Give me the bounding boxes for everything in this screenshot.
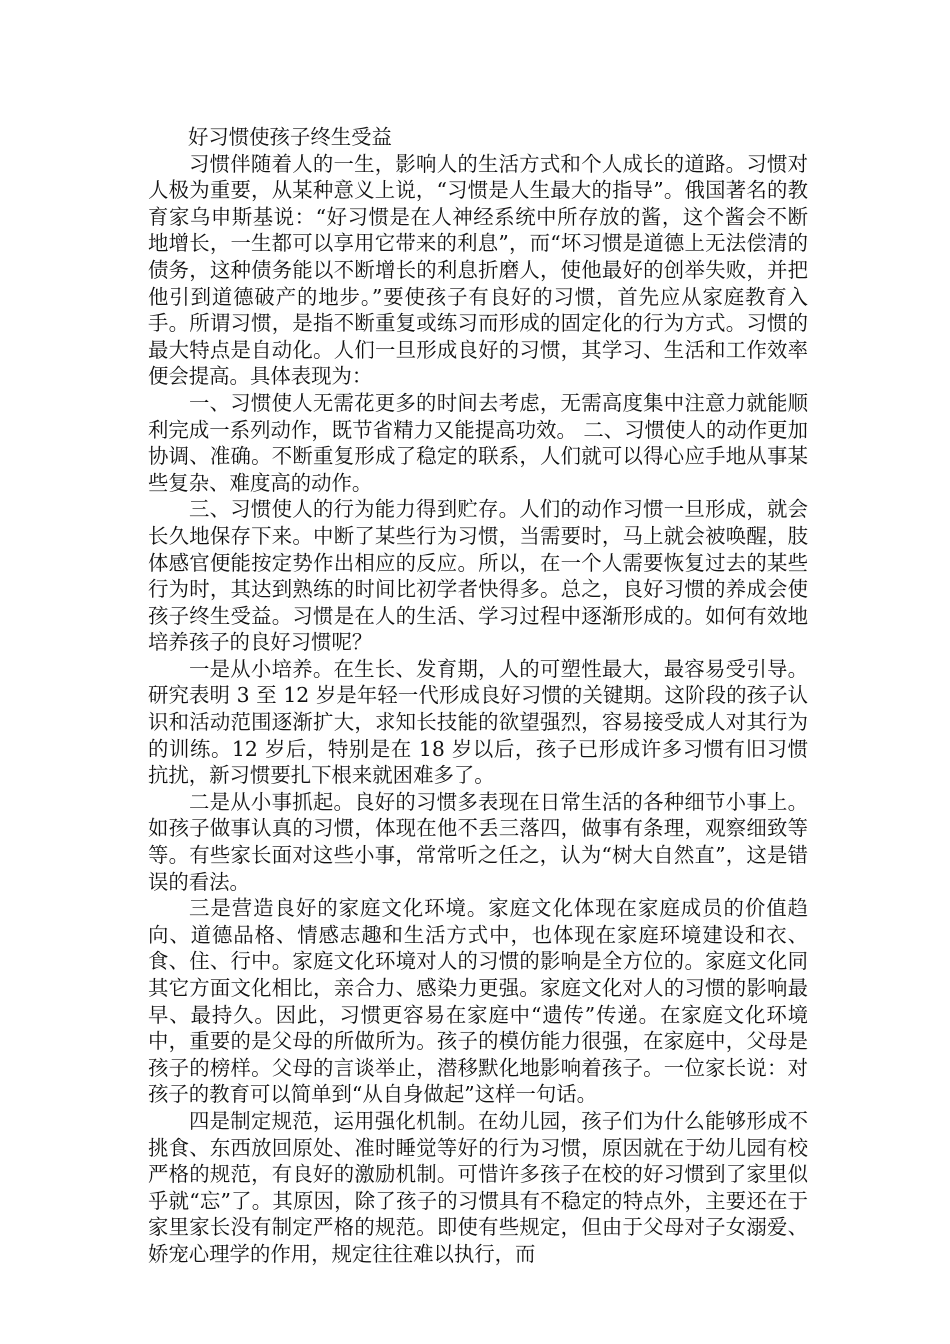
paragraph-habit-point-one-two: 一、习惯使人无需花更多的时间去考虑，无需高度集中注意力就能顺利完成一系列动作，既节省精力又能提高功效。 二、习惯使人的动作更加协调、准确。不断重复形成了稳定的联系，人们就可以得心应手地从事某些复杂、难度高的动作。 — [148, 390, 808, 495]
paragraph-method-two: 二是从小事抓起。良好的习惯多表现在日常生活的各种细节小事上。如孩子做事认真的习惯，体现在他不丢三落四，做事有条理，观察细致等等。有些家长面对这些小事，常常听之任之，认为“树大自然直”，这是错误的看法。 — [148, 789, 808, 894]
paragraph-intro: 习惯伴随着人的一生，影响人的生活方式和个人成长的道路。习惯对人极为重要，从某种意义上说，“习惯是人生最大的指导”。俄国著名的教育家乌申斯基说：“好习惯是在人神经系统中所存放的酱，这个酱会不断地增长，一生都可以享用它带来的利息”，而“坏习惯是道德上无法偿清的债务，这种债务能以不断增长的利息折磨人，使他最好的创举失败，并把他引到道德破产的地步。”要使孩子有良好的习惯，首先应从家庭教育入手。所谓习惯，是指不断重复或练习而形成的固定化的行为方式。习惯的最大特点是自动化。人们一旦形成良好的习惯，其学习、生活和工作效率便会提高。具体表现为： — [148, 151, 808, 389]
document-title: 好习惯使孩子终生受益 — [188, 125, 392, 149]
paragraph-method-four: 四是制定规范，运用强化机制。在幼儿园，孩子们为什么能够形成不挑食、东西放回原处、准时睡觉等好的行为习惯，原因就在于幼儿园有校严格的规范，有良好的激励机制。可惜许多孩子在校的好习惯到了家里似乎就“忘”了。其原因，除了孩子的习惯具有不稳定的特点外，主要还在于家里家长没有制定严格的规范。即使有些规定，但由于父母对子女溺爱、娇宠心理学的作用，规定往往难以执行，而 — [148, 1108, 808, 1266]
paragraph-method-one: 一是从小培养。在生长、发育期，人的可塑性最大，最容易受引导。研究表明 3 至 12 岁是年轻一代形成良好习惯的关键期。这阶段的孩子认识和活动范围逐渐扩大，求知长技能的欲望强烈，容易接受成人对其行为的训练。12 岁后，特别是在 18 岁以后，孩子已形成许多习惯有旧习惯抗扰，新习惯要扎下根来就困难多了。 — [148, 656, 808, 788]
paragraph-habit-point-three: 三、习惯使人的行为能力得到贮存。人们的动作习惯一旦形成，就会长久地保存下来。中断了某些行为习惯，当需要时，马上就会被唤醒，肢体感官便能按定势作出相应的反应。所以，在一个人需要恢复过去的某些行为时，其达到熟练的时间比初学者快得多。总之，良好习惯的养成会使孩子终生受益。习惯是在人的生活、学习过程中逐渐形成的。如何有效地培养孩子的良好习惯呢？ — [148, 497, 808, 655]
paragraph-method-three: 三是营造良好的家庭文化环境。家庭文化体现在家庭成员的价值趋向、道德品格、情感志趣和生活方式中，也体现在家庭环境建设和衣、食、住、行中。家庭文化环境对人的习惯的影响是全方位的。家庭文化同其它方面文化相比，亲合力、感染力更强。家庭文化对人的习惯的影响最早、最持久。因此，习惯更容易在家庭中“遗传”传递。在家庭文化环境中，重要的是父母的所做所为。孩子的模仿能力很强，在家庭中，父母是孩子的榜样。父母的言谈举止，潜移默化地影响着孩子。一位家长说：对孩子的教育可以简单到“从自身做起”这样一句话。 — [148, 896, 808, 1107]
document-body — [148, 124, 808, 1268]
